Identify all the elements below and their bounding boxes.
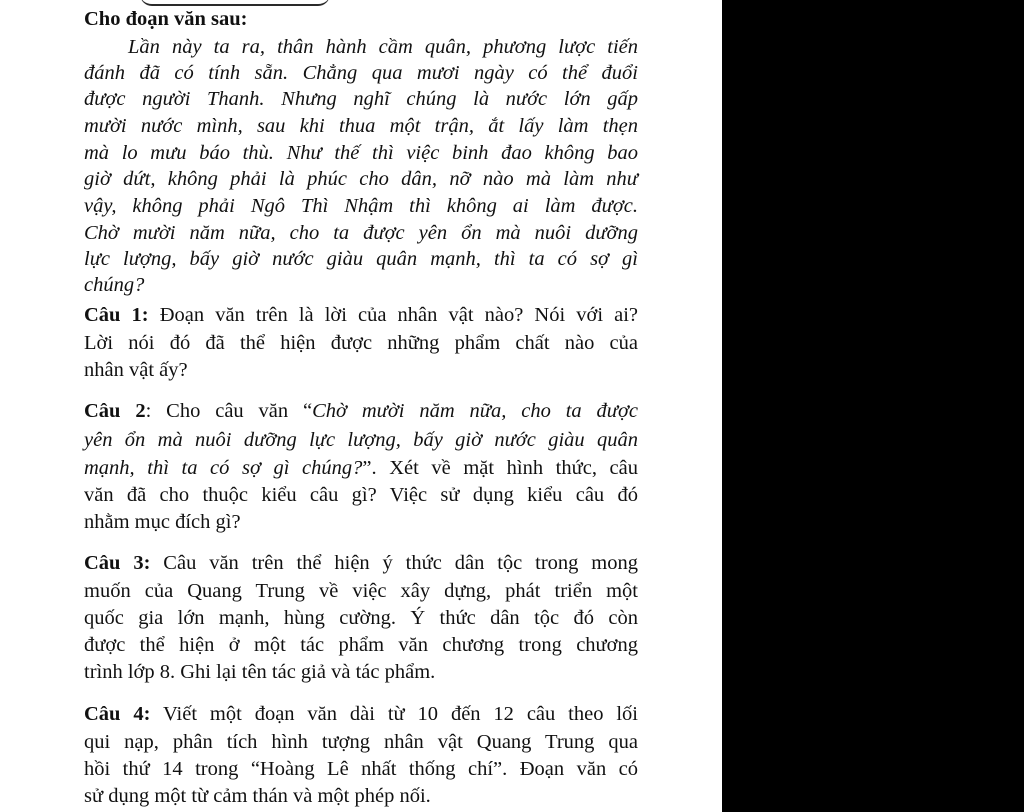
question-4-label: Câu 4: [84, 703, 151, 725]
passage-line: đánh đã có tính sẵn. Chẳng qua mươi ngày có thể đuổi [84, 62, 638, 84]
passage-line: Lần này ta ra, thân hành cầm quân, phương lược tiến [128, 36, 638, 58]
question-2-quote: mạnh, thì ta có sợ gì chúng? [84, 457, 363, 479]
question-4-text: Viết một đoạn văn dài từ 10 đến 12 câu theo lối [150, 703, 638, 725]
question-2-line: nhằm mục đích gì? [84, 511, 241, 533]
question-2-quote-line: yên ổn mà nuôi dưỡng lực lượng, bấy giờ nước giàu quân [84, 429, 638, 451]
document-title: Cho đoạn văn sau: [84, 8, 248, 30]
question-3-line [84, 550, 638, 576]
passage-line: mà lo mưu báo thù. Như thế thì việc binh đao không bao [84, 142, 638, 164]
passage-line: giờ dứt, không phải là phúc cho dân, nỡ nào mà làm như [84, 168, 638, 190]
question-2-line [84, 455, 638, 481]
question-1-line: Lời nói đó đã thể hiện được những phẩm chất nào của [84, 332, 638, 354]
question-2-quote: Chờ mười năm nữa, cho ta được [312, 400, 638, 422]
question-2-line: văn đã cho thuộc kiểu câu gì? Việc sử dụng kiểu câu đó [84, 484, 638, 506]
question-4-line: hồi thứ 14 trong “Hoàng Lê nhất thống chí”. Đoạn văn có [84, 758, 638, 780]
question-1-line [84, 302, 638, 328]
passage-line: mười nước mình, sau khi thua một trận, ắt lấy làm thẹn [84, 115, 638, 137]
question-4-line: sử dụng một từ cảm thán và một phép nối. [84, 785, 431, 807]
question-3-line: được thể hiện ở một tác phẩm văn chương trong chương [84, 634, 638, 656]
black-background-right [722, 0, 1024, 812]
question-3-label: Câu 3: [84, 552, 151, 574]
question-3-line: muốn của Quang Trung về việc xây dựng, phát triển một [84, 580, 638, 602]
question-2-text: : Cho câu văn “ [145, 400, 313, 422]
passage-line: lực lượng, bấy giờ nước giàu quân mạnh, thì ta có sợ gì [84, 248, 638, 270]
passage-line: vậy, không phải Ngô Thì Nhậm thì không ai làm được. [84, 195, 638, 217]
question-4-line [84, 701, 638, 727]
question-1-label: Câu 1: [84, 304, 149, 326]
passage-line: Chờ mười năm nữa, cho ta được yên ổn mà nuôi dưỡng [84, 222, 638, 244]
question-2-line [84, 398, 638, 424]
question-1-text: Đoạn văn trên là lời của nhân vật nào? Nói với ai? [148, 304, 638, 326]
question-3-line: trình lớp 8. Ghi lại tên tác giả và tác phẩm. [84, 661, 436, 683]
question-2-label: Câu 2 [84, 400, 146, 422]
question-1-line: nhân vật ấy? [84, 359, 188, 381]
question-3-text: Câu văn trên thể hiện ý thức dân tộc trong mong [150, 552, 638, 574]
question-2-text: ”. Xét về mặt hình thức, câu [362, 457, 638, 479]
question-3-line: quốc gia lớn mạnh, hùng cường. Ý thức dân tộc đó còn [84, 607, 638, 629]
question-4-line: qui nạp, phân tích hình tượng nhân vật Quang Trung qua [84, 731, 638, 753]
passage-line: được người Thanh. Nhưng nghĩ chúng là nước lớn gấp [84, 88, 638, 110]
passage-line: chúng? [84, 274, 145, 296]
